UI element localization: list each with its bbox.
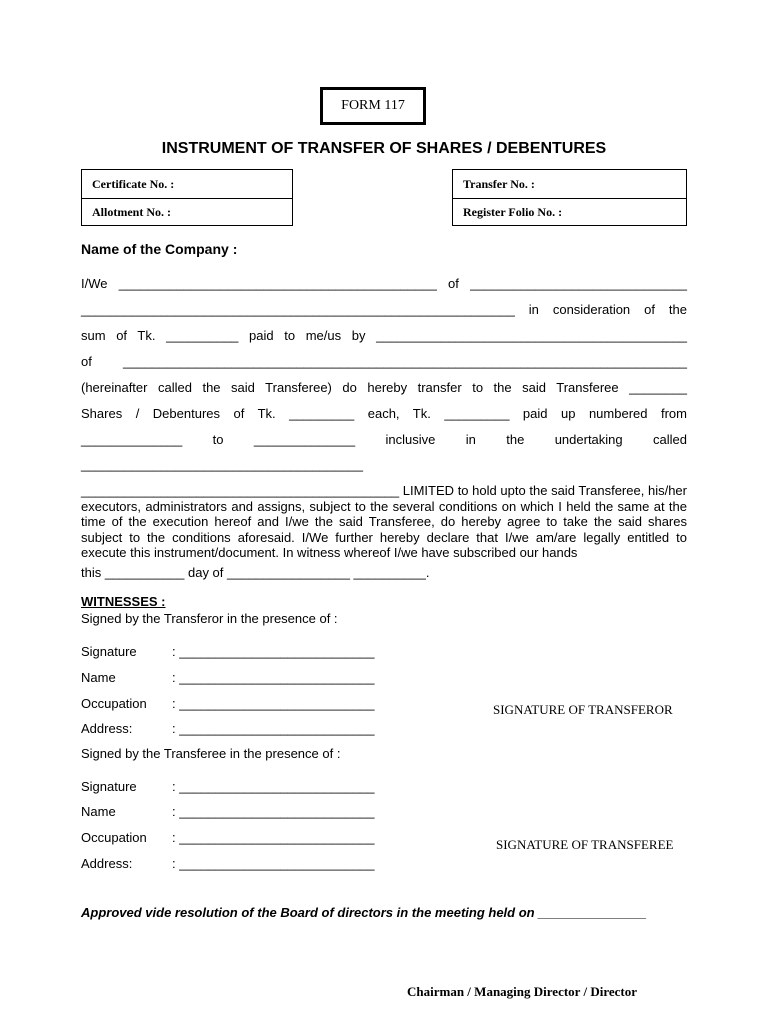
transferor-presence-text: Signed by the Transferor in the presence of : xyxy=(81,611,338,626)
transferor-name-blank: : ___________________________ xyxy=(172,670,375,685)
transferor-occupation-label: Occupation xyxy=(81,696,147,711)
transferee-presence-text: Signed by the Transferee in the presence of : xyxy=(81,746,341,761)
transferee-occupation-blank: : ___________________________ xyxy=(172,830,375,845)
sum-line: sum of Tk. __________ paid to me/us by ___________________________________________ xyxy=(81,328,687,343)
transferee-name-label: Name xyxy=(81,804,116,819)
certificate-box xyxy=(81,169,293,226)
witnesses-heading: WITNESSES : xyxy=(81,594,166,609)
declaration-paragraph: ____________________________________________ LIMITED to hold upto the said Transferee, his/her executors, administrators and assigns, subject to the several conditions on which I held the same at the time of the execution hereof and I/we the said Transferee, do hereby agree to take the said shares subject to the conditions aforesaid. I/We further hereby declare that I/we am/are legally entitled to execute this instrument/document. In witness whereof I/we have subscribed our hands xyxy=(81,483,687,560)
board-approval-line: Approved vide resolution of the Board of directors in the meeting held on _______________ xyxy=(81,905,647,920)
transferee-occupation-label: Occupation xyxy=(81,830,147,845)
transferee-address-blank: : ___________________________ xyxy=(172,856,375,871)
undertaking-blank: _______________________________________ xyxy=(81,457,363,472)
allotment-no-field: Allotment No. : xyxy=(82,198,292,226)
transferor-occupation-blank: : ___________________________ xyxy=(172,696,375,711)
transferee-address-label: Address: xyxy=(81,856,133,871)
transfer-box xyxy=(452,169,687,226)
signature-of-transferee: SIGNATURE OF TRANSFEREE xyxy=(496,837,674,852)
transferee-name-blank: : ___________________________ xyxy=(172,804,375,819)
transferee-signature-blank: : ___________________________ xyxy=(172,779,375,794)
hereinafter-line: (hereinafter called the said Transferee) do hereby transfer to the said Transferee ________ xyxy=(81,380,687,395)
certificate-no-field: Certificate No. : xyxy=(92,176,175,191)
transferor-signature-label: Signature xyxy=(81,644,137,659)
date-line: this ___________ day of _________________ __________. xyxy=(81,565,430,580)
register-folio-field: Register Folio No. : xyxy=(453,198,686,226)
form-number-box xyxy=(320,87,426,125)
form-number: FORM 117 xyxy=(341,98,405,113)
shares-line: Shares / Debentures of Tk. _________ each, Tk. _________ paid up numbered from xyxy=(81,406,687,421)
company-name-label: Name of the Company : xyxy=(81,241,238,257)
transferor-address-label: Address: xyxy=(81,721,133,736)
transfer-no-field: Transfer No. : xyxy=(463,176,535,191)
transferee-signature-label: Signature xyxy=(81,779,137,794)
signature-of-transferor: SIGNATURE OF TRANSFEROR xyxy=(493,702,673,717)
consideration-line: ____________________________________________________________ in consideration of the xyxy=(81,302,687,317)
transferor-line: I/We ____________________________________________ of ______________________________ xyxy=(81,276,687,291)
transferee-address-line: of ______________________________________________________________________________ xyxy=(81,354,687,369)
numbered-line: ______________ to ______________ inclusive in the undertaking called xyxy=(81,432,687,447)
transferor-name-label: Name xyxy=(81,670,116,685)
transferor-signature-blank: : ___________________________ xyxy=(172,644,375,659)
chairman-signature-label: Chairman / Managing Director / Director xyxy=(407,984,637,999)
document-title: INSTRUMENT OF TRANSFER OF SHARES / DEBENTURES xyxy=(161,140,607,157)
transferor-address-blank: : ___________________________ xyxy=(172,721,375,736)
